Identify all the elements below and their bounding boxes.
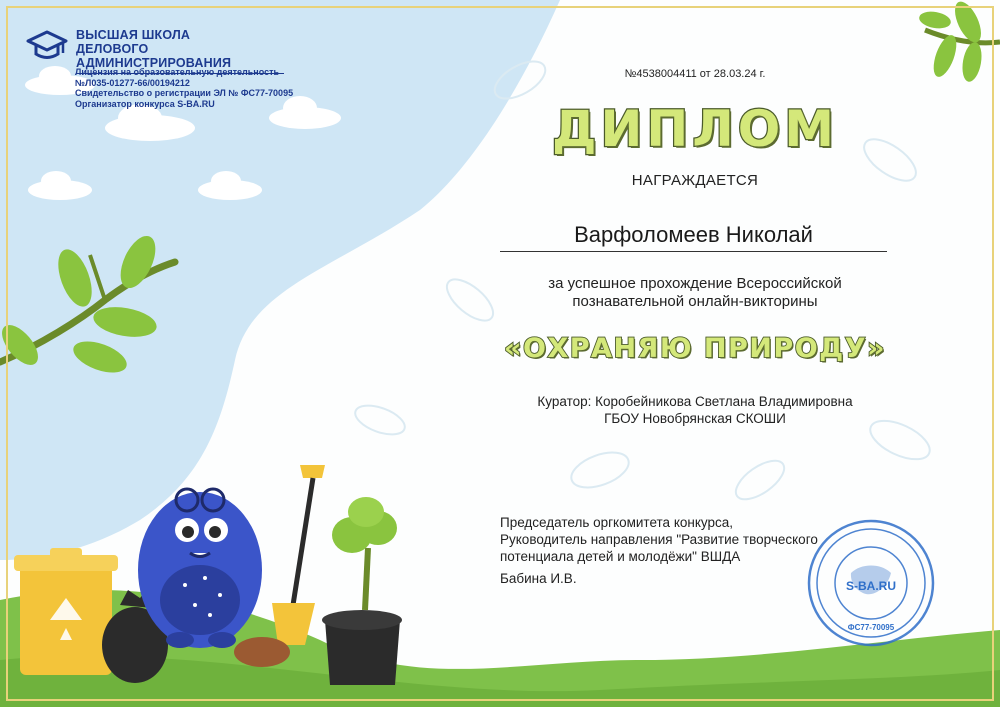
award-reason-line2: познавательной онлайн-викторины [572, 293, 818, 310]
dirt-pile [234, 637, 290, 667]
monster-character [138, 489, 262, 648]
signature-line3: потенциала детей и молодёжи" ВШДА [500, 549, 741, 564]
stamp-center-text: S-BA.RU [846, 579, 896, 593]
trash-bin-illustration [14, 548, 118, 675]
quiz-name: «ОХРАНЯЮ ПРИРОДУ» [504, 333, 886, 364]
signature-block [500, 514, 830, 587]
organizer-text: Организатор конкурса S-BA.RU [75, 98, 215, 109]
curator-name: Куратор: Коробейникова Светлана Владимировна [537, 394, 853, 409]
license-text: Лицензия на образовательную деятельность [75, 67, 280, 77]
stamp-ring-text: ФС77-70095 [847, 623, 895, 632]
diploma-title: ДИПЛОМ [551, 100, 838, 158]
signer-name: Бабина И.В. [500, 571, 577, 586]
registration-text: Свидетельство о регистрации ЭЛ № ФС77-70095 [75, 88, 294, 98]
signature-line1: Председатель оргкомитета конкурса, [500, 515, 734, 530]
document-number: №4538004411 от 28.03.24 г. [624, 68, 766, 80]
organization-name-line2: ДЕЛОВОГО АДМИНИСТРИРОВАНИЯ [76, 42, 232, 70]
plant-in-bag-illustration [322, 497, 402, 685]
awarded-label: НАГРАЖДАЕТСЯ [631, 172, 759, 189]
award-reason [500, 275, 890, 311]
curator-block [500, 393, 890, 427]
school-name: ГБОУ Новобрянская СКОШИ [604, 411, 786, 426]
organization-name-line1: ВЫСШАЯ ШКОЛА [76, 28, 191, 42]
award-reason-line1: за успешное прохождение Всероссийской [548, 275, 842, 292]
graduation-cap-icon [26, 28, 68, 62]
organization-info [75, 67, 293, 109]
signature-line2: Руководитель направления "Развитие творческого [500, 532, 818, 547]
recipient-name: Варфоломеев Николай [500, 222, 887, 252]
shovel-illustration [272, 465, 325, 645]
official-stamp [806, 518, 936, 648]
license-number: №Л035-01277-66/00194212 [75, 77, 190, 88]
branch-top-right [918, 0, 1000, 83]
